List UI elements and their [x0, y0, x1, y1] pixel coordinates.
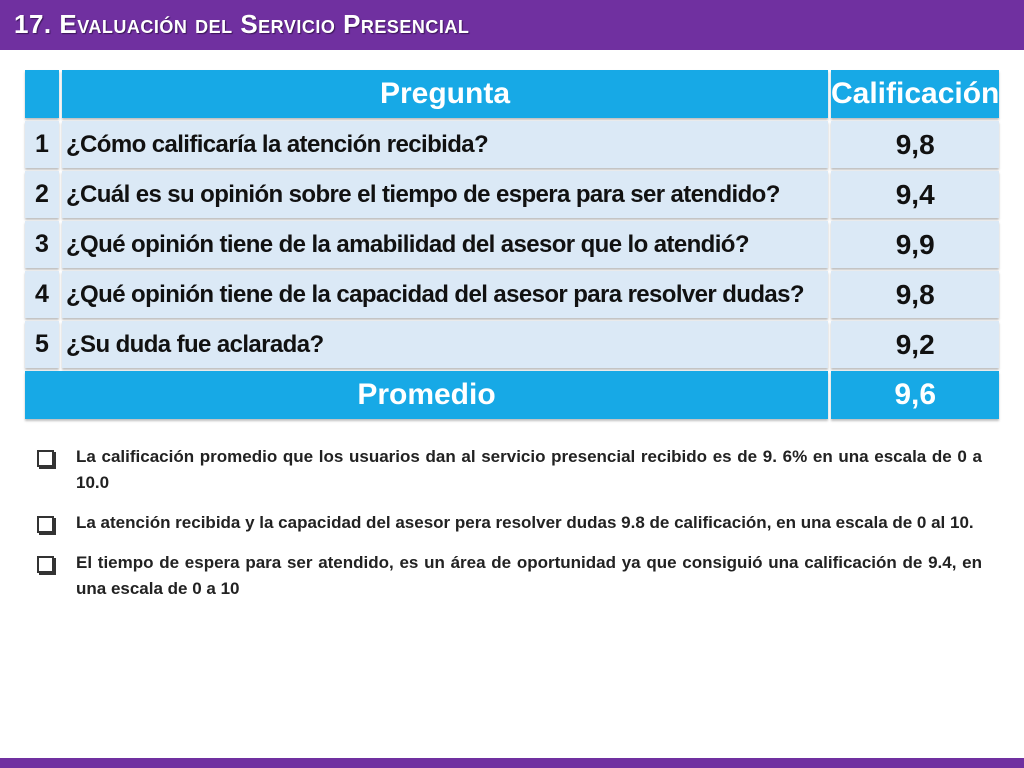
checkbox-bullet-icon [37, 516, 54, 533]
table-row [25, 271, 999, 318]
average-value: 9,6 [831, 371, 999, 419]
row-question: ¿Qué opinión tiene de la amabilidad del asesor que lo atendió? [62, 221, 828, 268]
row-number: 4 [25, 271, 59, 318]
header-question: Pregunta [62, 70, 828, 118]
row-score: 9,8 [831, 271, 999, 318]
row-score: 9,4 [831, 171, 999, 218]
row-question: ¿Cómo calificaría la atención recibida? [62, 121, 828, 168]
row-number: 1 [25, 121, 59, 168]
checkbox-bullet-icon [37, 450, 54, 467]
finding-text: La calificación promedio que los usuarios dan al servicio presencial recibido es de 9. 6% en una escala de 0 a 10.0 [76, 447, 982, 492]
average-label: Promedio [25, 371, 828, 419]
row-score: 9,8 [831, 121, 999, 168]
table-row [25, 221, 999, 268]
table-header-row [25, 70, 999, 118]
footer-bar [0, 758, 1024, 768]
row-question: ¿Qué opinión tiene de la capacidad del asesor para resolver dudas? [62, 271, 828, 318]
row-number: 2 [25, 171, 59, 218]
table-row [25, 321, 999, 368]
title-bar [0, 0, 1024, 50]
table-row [25, 171, 999, 218]
row-score: 9,9 [831, 221, 999, 268]
average-row [25, 371, 999, 419]
table-row [25, 121, 999, 168]
finding-text: La atención recibida y la capacidad del asesor pera resolver dudas 9.8 de calificación, en una escala de 0 al 10. [76, 513, 974, 532]
list-item [34, 444, 982, 496]
row-number: 3 [25, 221, 59, 268]
row-score: 9,2 [831, 321, 999, 368]
row-number: 5 [25, 321, 59, 368]
findings-list [34, 444, 982, 616]
header-number-cell [25, 70, 59, 118]
evaluation-table [22, 67, 1002, 422]
finding-text: El tiempo de espera para ser atendido, es un área de oportunidad ya que consiguió una calificación de 9.4, en una escala de 0 a 10 [76, 553, 982, 598]
row-question: ¿Cuál es su opinión sobre el tiempo de espera para ser atendido? [62, 171, 828, 218]
page-title: 17. Evaluación del Servicio Presencial [14, 9, 470, 39]
header-score: Calificación [831, 70, 999, 118]
list-item [34, 510, 982, 536]
row-question: ¿Su duda fue aclarada? [62, 321, 828, 368]
checkbox-bullet-icon [37, 556, 54, 573]
list-item [34, 550, 982, 602]
